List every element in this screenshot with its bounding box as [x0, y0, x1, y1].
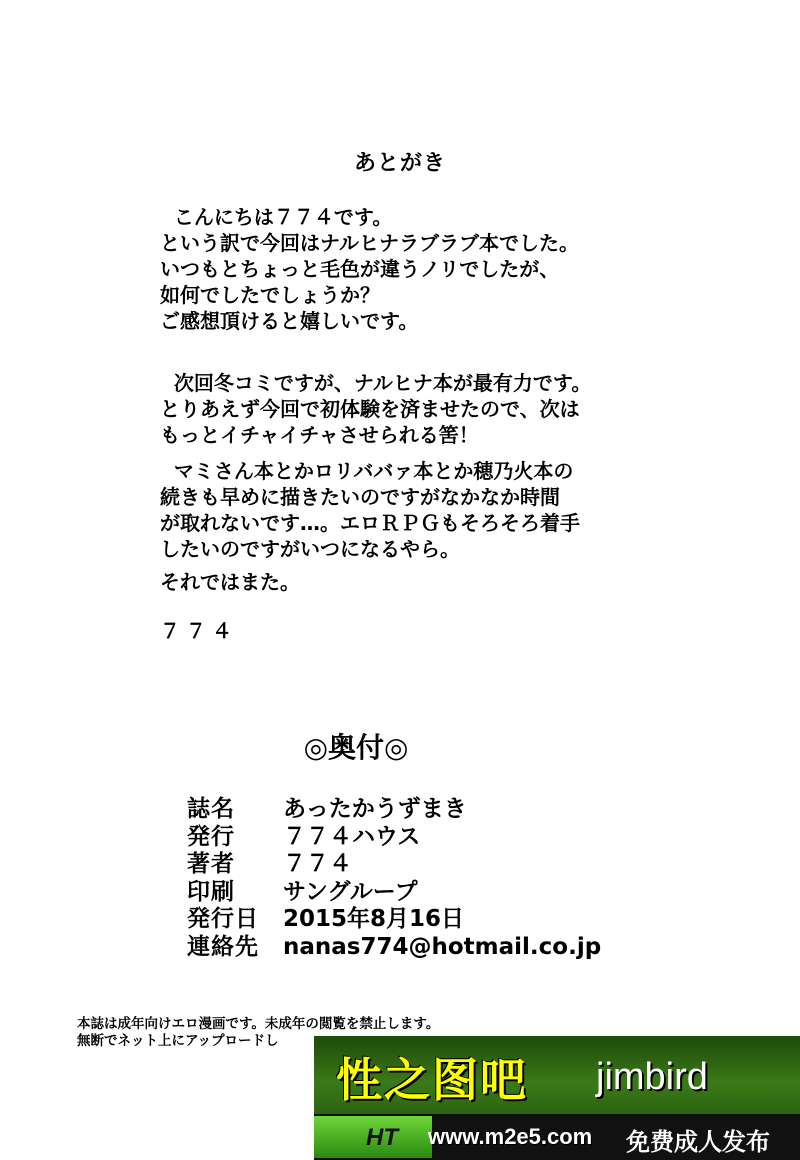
colophon-table: [187, 796, 601, 961]
colophon-key: 連絡先: [187, 933, 259, 960]
banner-logo-icon: [314, 1116, 432, 1158]
colophon-value: あったかうずまき: [283, 796, 467, 822]
colophon-row-publisher: [187, 824, 601, 852]
colophon-value: サングループ: [283, 878, 418, 905]
afterword-title: あとがき: [353, 151, 446, 176]
banner-bottom-panel: [314, 1114, 800, 1160]
colophon-row-title: [187, 796, 601, 824]
colophon-key: 発行日: [187, 906, 259, 932]
afterword-paragraph-3: マミさん本とかロリババァ本とか穂乃火本の 続きも早めに描きたいのですがなかなか時間 が取れないです…。エロＲＰＧもそろそろ着手 したいのですがいつになるやら。: [160, 459, 580, 561]
notice-line-2: 無断でネット上にアップロードし: [77, 1033, 279, 1049]
banner-logo-text: HT: [366, 1124, 398, 1151]
colophon-key: 誌名: [187, 796, 235, 822]
afterword-signature: ７７４: [160, 619, 238, 643]
colophon-row-contact: [187, 934, 601, 962]
colophon-row-printer: [187, 879, 601, 907]
colophon-row-date: [187, 906, 601, 934]
afterword-paragraph-2: 次回冬コミですが、ナルヒナ本が最有力です。 とりあえず今回で初体験を済ませたので、次は もっとイチャイチャさせられる筈！: [160, 371, 592, 447]
colophon-key: 印刷: [187, 878, 235, 905]
colophon-row-author: [187, 851, 601, 879]
banner-top-panel: [314, 1036, 800, 1114]
colophon-contact-email: nanas774@hotmail.co.jp: [283, 933, 602, 960]
colophon-title: ◎奥付◎: [303, 731, 409, 764]
banner-site-name: 性之图吧: [336, 1053, 528, 1107]
banner-tagline: 免费成人发布: [626, 1128, 770, 1156]
watermark-banner[interactable]: [314, 1036, 800, 1160]
banner-alias: jimbird: [596, 1056, 708, 1098]
afterword-paragraph-1: こんにちは７７４です。 という訳で今回はナルヒナラブラブ本でした。 いつもとちょっと毛色が違うノリでしたが、 如何でしたでしょうか？ ご感想頂けると嬉しいです。: [160, 205, 579, 333]
colophon-value: ７７４: [283, 851, 352, 877]
banner-url-link[interactable]: www.m2e5.com: [428, 1124, 593, 1149]
colophon-key: 発行: [187, 823, 235, 850]
notice-line-1: 本誌は成年向けエロ漫画です。未成年の閲覧を禁止します。: [77, 1016, 440, 1032]
afterword-closing: それではまた。: [160, 570, 300, 594]
colophon-key: 著者: [187, 851, 235, 877]
colophon-value: ７７４ハウス: [283, 823, 421, 850]
colophon-value: 2015年8月16日: [283, 906, 465, 932]
